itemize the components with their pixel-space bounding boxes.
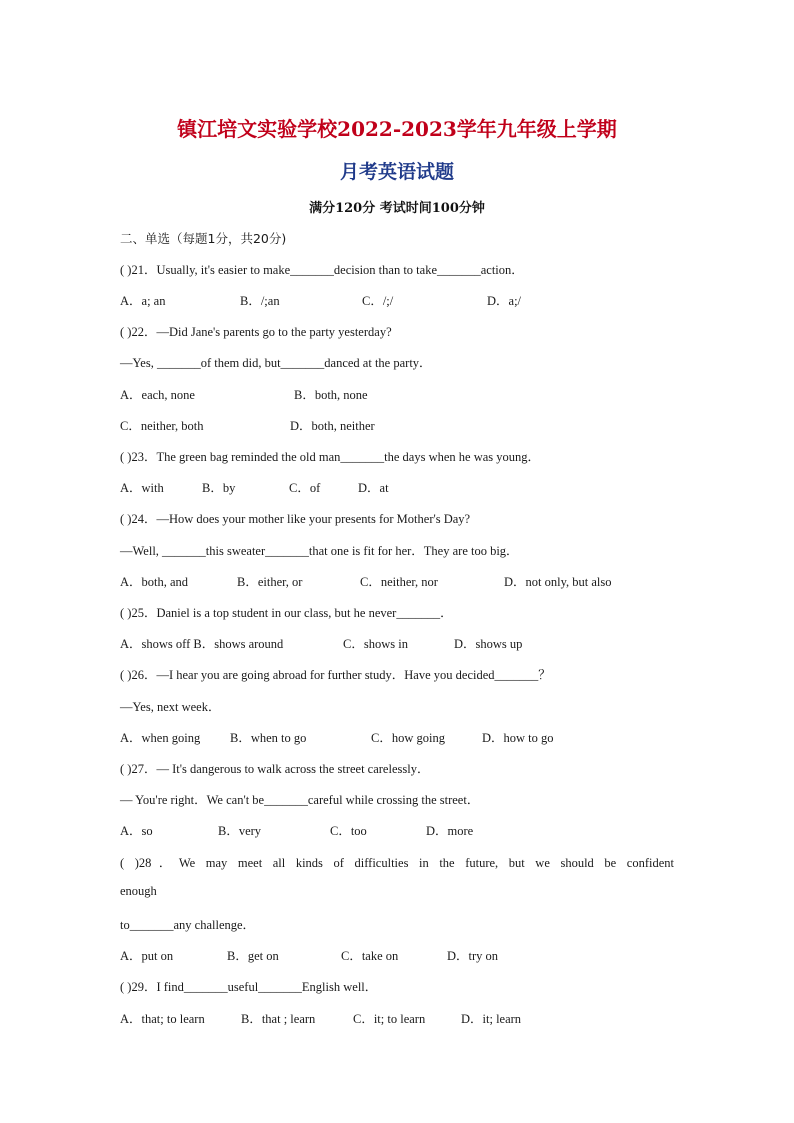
option-c: C．/;/ (362, 294, 394, 308)
question-26-stem: ( )26．—I hear you are going abroad for further study．Have you decided_______？ (120, 668, 551, 682)
option-b: B．both, none (294, 388, 368, 402)
option-a: A．each, none (120, 388, 195, 402)
option-d: D．a;/ (487, 294, 522, 308)
question-24-stem: ( )24．—How does your mother like your presents for Mother's Day? (120, 512, 471, 526)
question-28-stem-cont2: to_______any challenge． (120, 918, 256, 932)
exam-title: 镇江培文实验学校2022-2023学年九年级上学期 (177, 117, 617, 141)
option-b: B．very (218, 824, 262, 838)
option-c: C．neither, nor (360, 575, 438, 589)
option-d: D．it; learn (461, 1012, 522, 1026)
question-28-stem-cont1: enough (120, 884, 157, 898)
option-c: C．neither, both (120, 419, 204, 433)
question-22-stem: ( )22．—Did Jane's parents go to the party yesterday? (120, 325, 392, 339)
option-a-b: A．shows off B．shows around (120, 637, 284, 651)
question-24-reply: —Well, _______this sweater_______that one is fit for her．They are too big． (120, 544, 519, 558)
question-29-stem: ( )29．I find_______useful_______English well． (120, 980, 378, 994)
option-c: C．of (289, 481, 321, 495)
option-d: D．at (358, 481, 389, 495)
question-23-stem: ( )23．The green bag reminded the old man_______the days when he was young． (120, 450, 541, 464)
option-c: C．it; to learn (353, 1012, 426, 1026)
option-d: D．not only, but also (504, 575, 612, 589)
option-c: C．shows in (343, 637, 408, 651)
option-a: A．a; an (120, 294, 166, 308)
option-c: C．how going (371, 731, 445, 745)
option-b: B．that ; learn (241, 1012, 316, 1026)
option-a: A．both, and (120, 575, 189, 589)
question-25-stem: ( )25．Daniel is a top student in our class, but he never_______． (120, 606, 453, 620)
option-b: B．by (202, 481, 236, 495)
option-b: B．when to go (230, 731, 307, 745)
option-a: A．put on (120, 949, 174, 963)
option-c: C．too (330, 824, 367, 838)
option-d: D．both, neither (290, 419, 375, 433)
option-d: D．more (426, 824, 474, 838)
option-a: A．when going (120, 731, 201, 745)
question-28-stem: ( )28．We may meet all kinds of difficulties in the future, but we should be confident (120, 856, 674, 870)
question-22-reply: —Yes, _______of them did, but_______danced at the party． (120, 356, 432, 370)
question-27-reply: — You're right．We can't be_______careful while crossing the street． (120, 793, 480, 807)
exam-meta: 满分120分 考试时间100分钟 (309, 201, 485, 216)
option-b: B．either, or (237, 575, 303, 589)
option-b: B．/;an (240, 294, 280, 308)
question-21-stem: ( )21．Usually, it's easier to make_______decision than to take_______action． (120, 263, 524, 277)
option-a: A．that; to learn (120, 1012, 205, 1026)
question-27-stem: ( )27．— It's dangerous to walk across the street carelessly． (120, 762, 430, 776)
option-d: D．how to go (482, 731, 554, 745)
option-c: C．take on (341, 949, 399, 963)
question-26-reply: —Yes, next week． (120, 700, 221, 714)
option-a: A．with (120, 481, 164, 495)
section-heading: 二、单选（每题1分，共20分) (120, 231, 287, 246)
option-d: D．shows up (454, 637, 523, 651)
option-b: B．get on (227, 949, 279, 963)
option-d: D．try on (447, 949, 499, 963)
exam-subtitle: 月考英语试题 (339, 161, 454, 183)
option-a: A．so (120, 824, 153, 838)
